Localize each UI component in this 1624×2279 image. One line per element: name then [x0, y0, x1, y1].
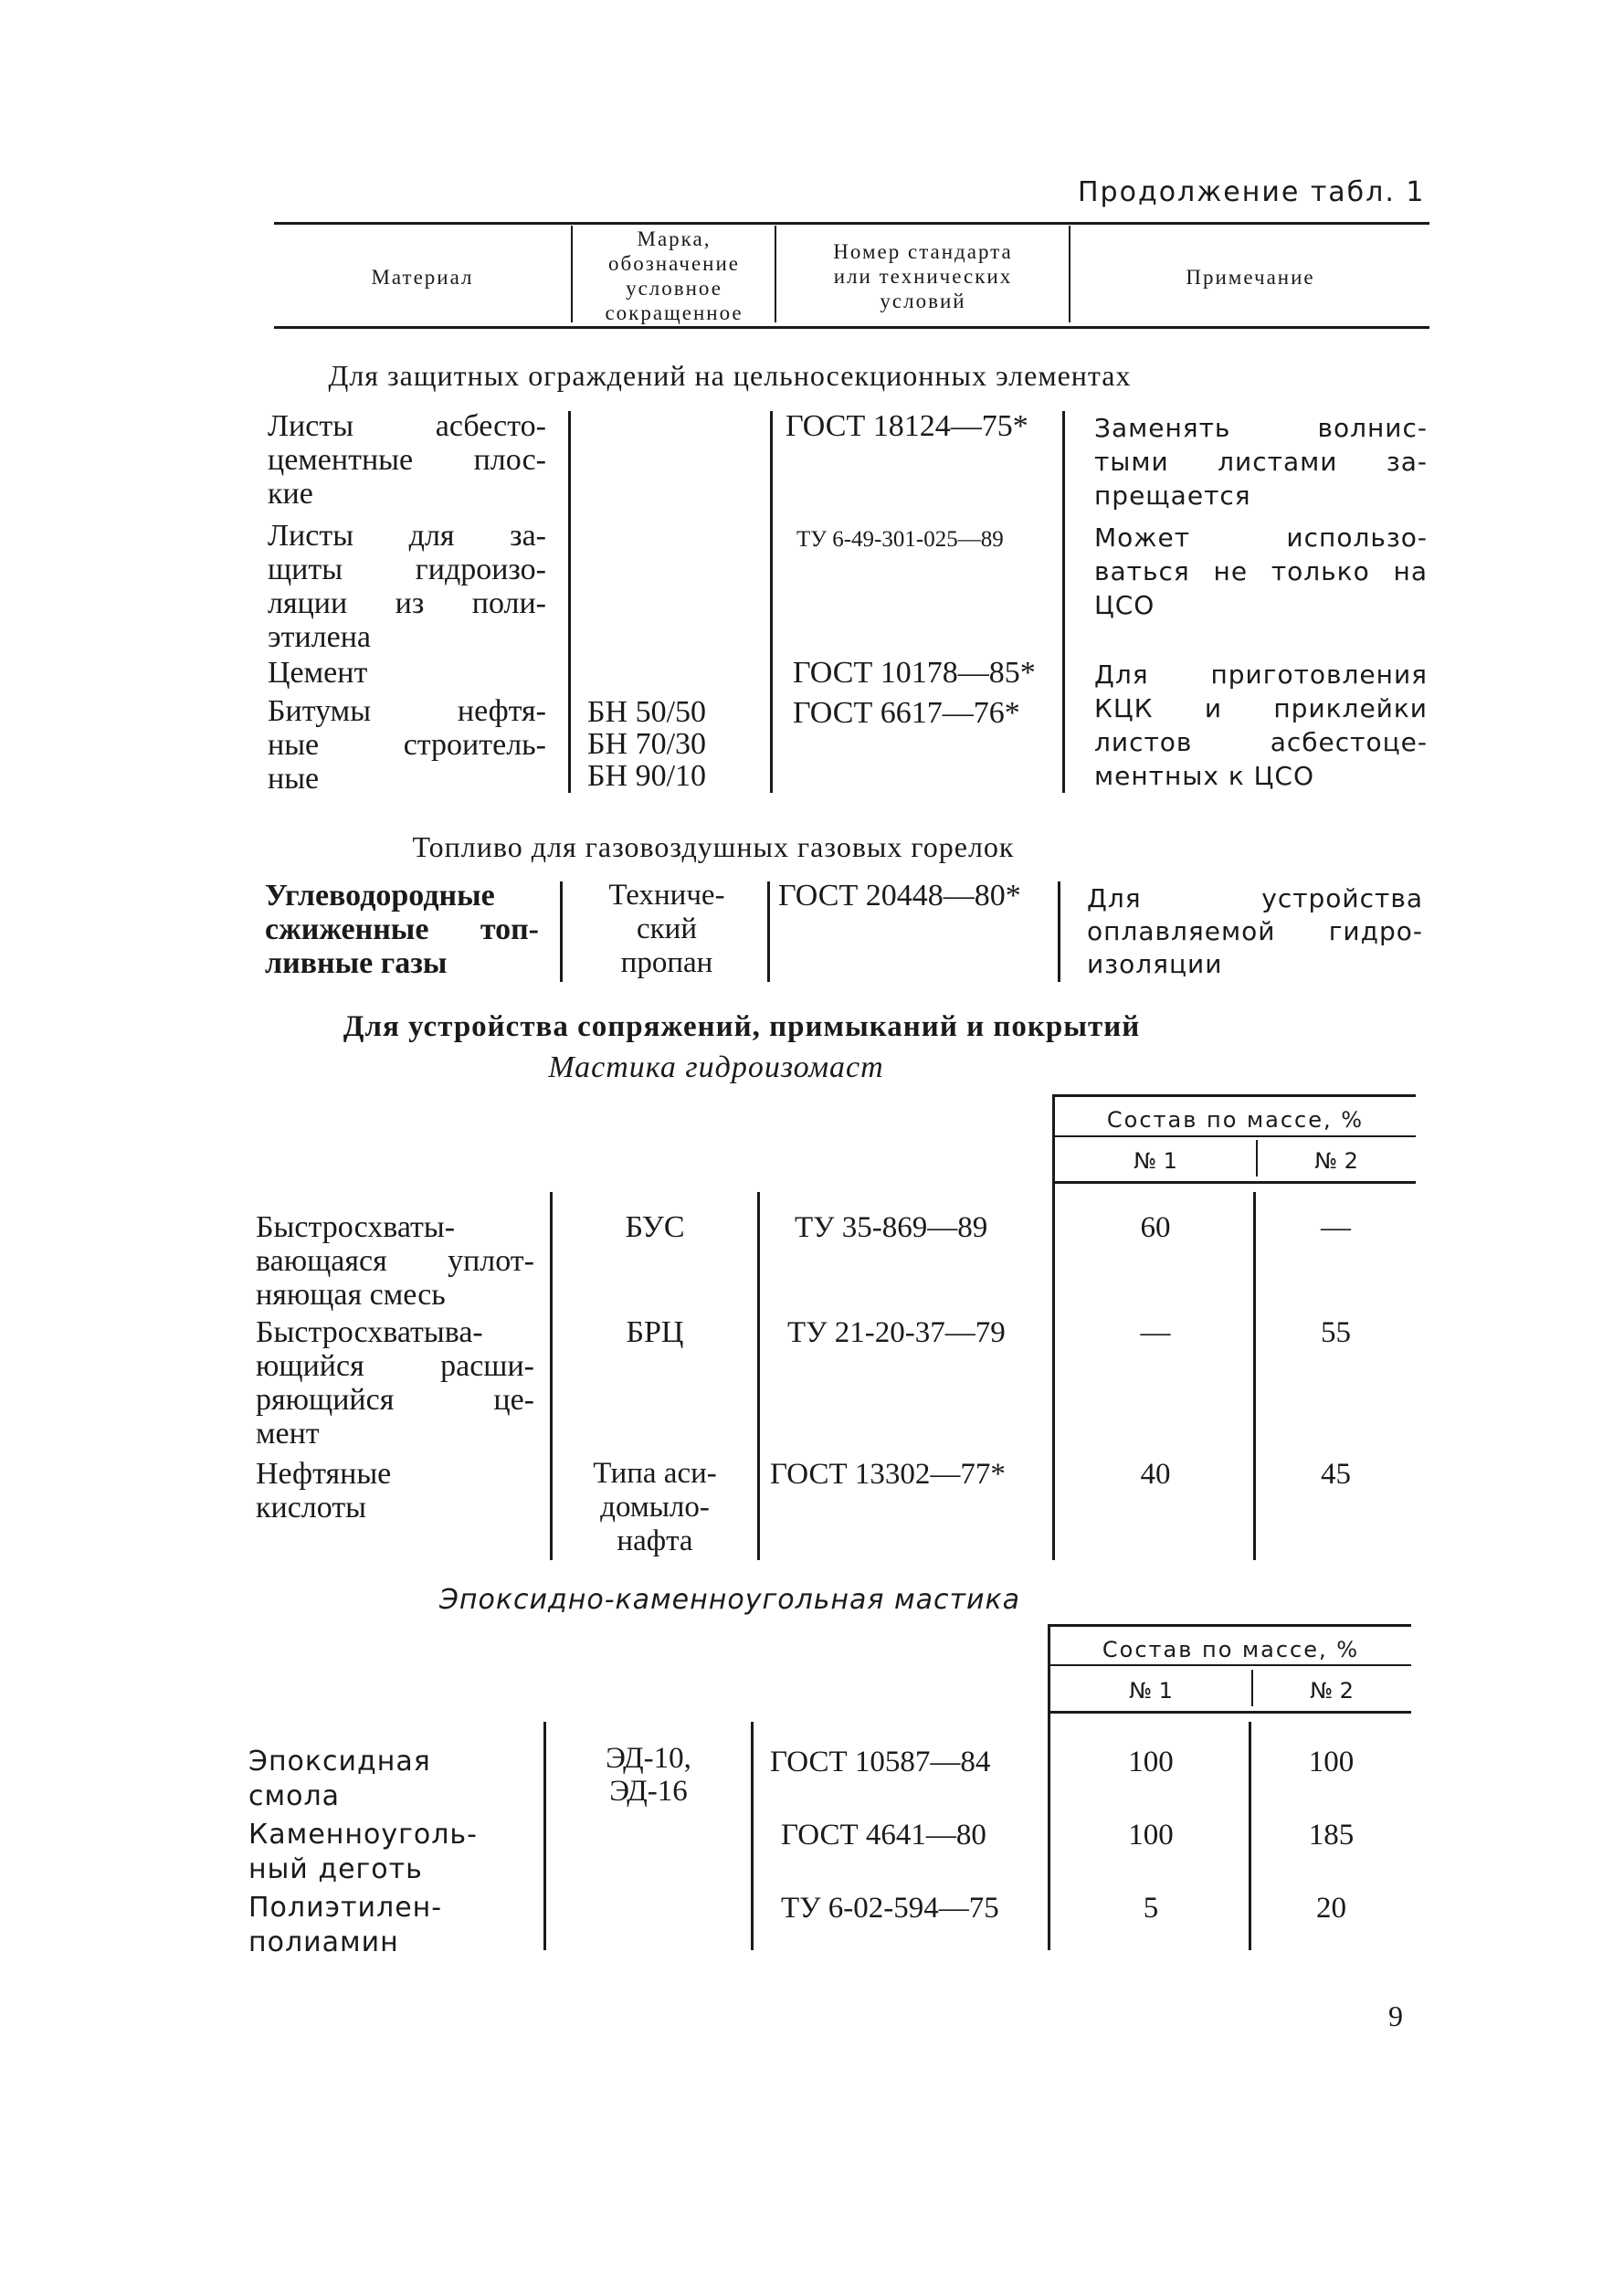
s3-row3-v2: 45	[1321, 1458, 1351, 1491]
header-material: Материал	[371, 266, 474, 289]
section3-title: Для устройства сопряжений, примыканий и покрытий	[343, 1010, 1141, 1043]
s1-row1-material: Листы асбесто- цементные плос- кие	[268, 409, 546, 511]
page-number: 9	[1388, 1999, 1403, 2032]
header-mark: Марка, обозначение условное сокращенное	[605, 227, 743, 324]
s2-divider-1	[560, 881, 563, 982]
s3-row2-material: Быстросхватыва- ющийся расши- ряющийся це- мент	[256, 1315, 534, 1451]
s3-row1-v2: —	[1321, 1211, 1351, 1244]
s4-row1-mark: ЭД-10, ЭД-16	[606, 1742, 691, 1808]
s3-comp-top-rule	[1055, 1094, 1416, 1097]
continuation-label: Продолжение табл. 1	[1078, 176, 1426, 208]
s1-row4-material: Битумы нефтя- ные строитель- ные	[268, 694, 546, 796]
s2-divider-3	[1058, 881, 1060, 982]
s1-divider-2	[770, 411, 773, 793]
s3-row3-material: Нефтяные кислоты	[256, 1457, 392, 1525]
header-standard: Номер стандарта или технических условий	[833, 240, 1013, 312]
table-top-rule	[274, 222, 1429, 225]
s4-composition: Состав по массе, %	[1102, 1637, 1360, 1662]
s3-row2-standard: ТУ 21-20-37—79	[787, 1316, 1006, 1349]
s1-row4-note: Для приготовления КЦК и приклейки листов асбестоце- ментных к ЦСО	[1094, 659, 1428, 791]
s4-row1-material: Эпоксидная смола	[248, 1746, 431, 1812]
s1-row1-standard: ГОСТ 18124—75*	[786, 409, 1028, 443]
s1-divider-1	[568, 411, 571, 793]
s1-row2-material: Листы для за- щиты гидроизо- ляции из поли- этилена	[268, 519, 546, 654]
s3-num-divider	[1256, 1140, 1258, 1176]
s3-no1: № 1	[1134, 1148, 1177, 1174]
section1-title: Для защитных ограждений на цельносекционных элементах	[328, 359, 1132, 392]
section3-subtitle: Мастика гидроизомаст	[548, 1050, 884, 1084]
s3-divider-4	[1253, 1192, 1256, 1560]
header-divider-3	[1069, 226, 1070, 322]
s2-standard: ГОСТ 20448—80*	[778, 879, 1021, 913]
s3-row3-v1: 40	[1140, 1458, 1171, 1491]
s4-num-divider	[1251, 1670, 1253, 1706]
s4-row1-v1: 100	[1128, 1746, 1174, 1778]
table-header-rule	[274, 326, 1429, 329]
section2-title: Топливо для газовоздушных газовых горелок	[412, 830, 1015, 863]
s3-composition: Состав по массе, %	[1106, 1107, 1365, 1133]
s4-no1: № 1	[1129, 1678, 1173, 1704]
s3-row3-mark: Типа аси- домыло- нафта	[593, 1457, 717, 1557]
s1-row1-note: Заменять волнис- тыми листами за- прещается	[1094, 413, 1428, 511]
header-divider-2	[775, 226, 776, 322]
s4-row2-v1: 100	[1128, 1819, 1174, 1852]
s1-row3-material: Цемент	[268, 656, 368, 690]
s4-row3-v1: 5	[1143, 1892, 1159, 1925]
s3-comp-bottom-rule	[1055, 1181, 1416, 1184]
section4-subtitle: Эпоксидно-каменноугольная мастика	[438, 1584, 1021, 1616]
s4-row1-v2: 100	[1308, 1746, 1355, 1778]
s1-divider-3	[1062, 411, 1065, 793]
s4-no2: № 2	[1310, 1678, 1354, 1704]
s2-mark: Техниче- ский пропан	[608, 879, 725, 979]
s1-row3-standard: ГОСТ 10178—85*	[793, 656, 1036, 690]
s3-no2: № 2	[1314, 1148, 1358, 1174]
s3-row1-mark: БУС	[625, 1210, 685, 1244]
s2-material: Углеводородные сжиженные топ- ливные газы	[265, 879, 539, 980]
s4-row2-material: Каменноуголь- ный деготь	[248, 1819, 478, 1885]
s3-row1-material: Быстросхваты- вающаяся уплот- няющая смесь	[256, 1210, 534, 1312]
s4-comp-top-rule	[1050, 1624, 1411, 1627]
s4-comp-bottom-rule	[1050, 1711, 1411, 1714]
s3-row2-v2: 55	[1321, 1316, 1351, 1349]
s3-row1-v1: 60	[1140, 1211, 1171, 1244]
header-divider-1	[571, 226, 573, 322]
s1-row4-mark: БН 50/50 БН 70/30 БН 90/10	[587, 695, 707, 793]
s3-row2-mark: БРЦ	[626, 1315, 684, 1349]
s4-divider-2	[751, 1722, 754, 1950]
s4-row1-standard: ГОСТ 10587—84	[770, 1746, 991, 1778]
s3-row3-standard: ГОСТ 13302—77*	[770, 1458, 1006, 1491]
s1-row2-standard: ТУ 6-49-301-025—89	[796, 527, 1004, 552]
header-note: Примечание	[1186, 266, 1315, 289]
s4-row3-v2: 20	[1316, 1892, 1346, 1925]
s3-row1-standard: ТУ 35-869—89	[795, 1211, 988, 1244]
s1-row4-standard: ГОСТ 6617—76*	[793, 696, 1020, 730]
s2-divider-2	[767, 881, 770, 982]
s4-row3-material: Полиэтилен- полиамин	[248, 1892, 443, 1958]
s3-divider-2	[757, 1192, 760, 1560]
s1-row2-note: Может использо- ваться не только на ЦСО	[1094, 522, 1428, 620]
s4-row3-standard: ТУ 6-02-594—75	[781, 1892, 999, 1925]
s4-row2-standard: ГОСТ 4641—80	[781, 1819, 986, 1852]
s3-row2-v1: —	[1140, 1316, 1171, 1349]
s4-row2-v2: 185	[1308, 1819, 1355, 1852]
s2-note: Для устройства оплавляемой гидро- изоляции	[1087, 883, 1423, 979]
